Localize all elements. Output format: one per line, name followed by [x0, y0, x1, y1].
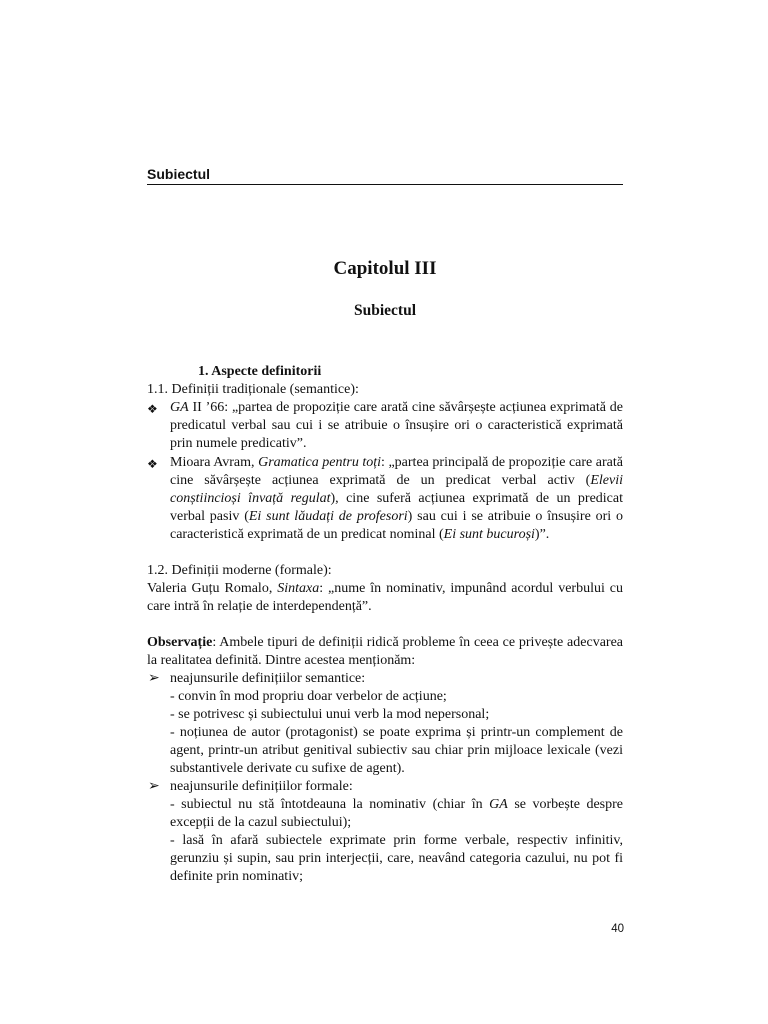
observation-paragraph	[147, 634, 623, 670]
definition-avram-text-4: )”.	[534, 527, 550, 542]
definition-ga-text: II ’66: „partea de propoziție care arată cine săvârșește acțiunea exprimată de predicatul verbal sau cui i se atribuie o însușire ori o caracteristică exprimată prin numele predicativ”.	[170, 400, 623, 451]
list-item: - noțiunea de autor (protagonist) se poate exprima și printr-un complement de agent, printr-un atribut genitival subiectiv sau chiar prin mijloace lexicale (vezi substantivele derivate cu sufixe de agent).	[170, 725, 623, 776]
chapter-title: Capitolul III	[333, 258, 437, 279]
source-ga: GA	[170, 400, 189, 415]
definition-avram-text-1: : „partea principală de propoziție care arată cine săvârșește acțiunea exprimată de un predicat verbal activ (	[170, 455, 624, 488]
list-item-text: - subiectul nu stă întotdeauna la nominativ (chiar în	[170, 797, 490, 812]
author-gutu: Valeria Guțu Romalo,	[147, 581, 278, 596]
list-item	[170, 796, 623, 832]
running-header: Subiectul	[147, 166, 211, 182]
diamond-bullet-icon: ❖	[147, 402, 158, 416]
source-ga-inline: GA	[489, 797, 508, 812]
list-item: - convin în mod propriu doar verbelor de acțiune;	[170, 689, 447, 704]
list-item: - se potrivesc și subiectului unui verb la mod nepersonal;	[170, 707, 490, 722]
page-number: 40	[611, 923, 624, 935]
arrow-bullet-icon: ➢	[148, 671, 160, 686]
observation-text: : Ambele tipuri de definiții ridică probleme în ceea ce privește adecvarea la realitatea definită. Dintre acestea menționăm:	[147, 635, 623, 668]
definition-ga	[170, 399, 623, 453]
header-rule	[147, 184, 623, 185]
example-3: Ei sunt bucuroși	[443, 527, 535, 542]
definition-avram	[170, 454, 623, 544]
list-item-text: se vorbește despre excepții de la cazul subiectului);	[170, 797, 623, 830]
example-1: Elevii conștiincioși învață regulat	[170, 473, 623, 506]
observation-label: Observație	[147, 635, 213, 650]
subsection-heading-modern: 1.2. Definiții moderne (formale):	[147, 563, 332, 578]
author-avram: Mioara Avram,	[170, 455, 259, 470]
list-item: - lasă în afară subiectele exprimate prin forme verbale, respectiv infinitiv, gerunziu și supin, sau prin interjecții, care, neavând categoria cazului, nu pot fi definite prin nominativ;	[170, 833, 623, 884]
definition-avram-text-2: ), cine suferă acțiunea exprimată de un predicat verbal pasiv (	[170, 491, 623, 524]
work-gutu: Sintaxa	[277, 581, 320, 596]
definition-gutu	[147, 580, 623, 616]
work-avram: Gramatica pentru toți	[258, 455, 382, 470]
chapter-subtitle: Subiectul	[353, 302, 416, 319]
diamond-bullet-icon: ❖	[147, 457, 158, 471]
list-title-semantic: neajunsurile definițiilor semantice:	[170, 671, 366, 686]
definition-gutu-text: : „nume în nominativ, impunând acordul verbului cu care intră în relație de interdependență”.	[147, 581, 623, 614]
arrow-bullet-icon: ➢	[148, 779, 160, 794]
example-2: Ei sunt lăudați de profesori	[248, 509, 408, 524]
section-heading: 1. Aspecte definitorii	[198, 364, 322, 379]
definition-avram-text-3: ) sau cui i se atribuie o însușire ori o caracteristică exprimată de un predicat nominal (	[170, 509, 623, 542]
subsection-heading-traditional: 1.1. Definiții tradiționale (semantice):	[147, 382, 359, 397]
list-title-formal: neajunsurile definițiilor formale:	[170, 779, 353, 794]
